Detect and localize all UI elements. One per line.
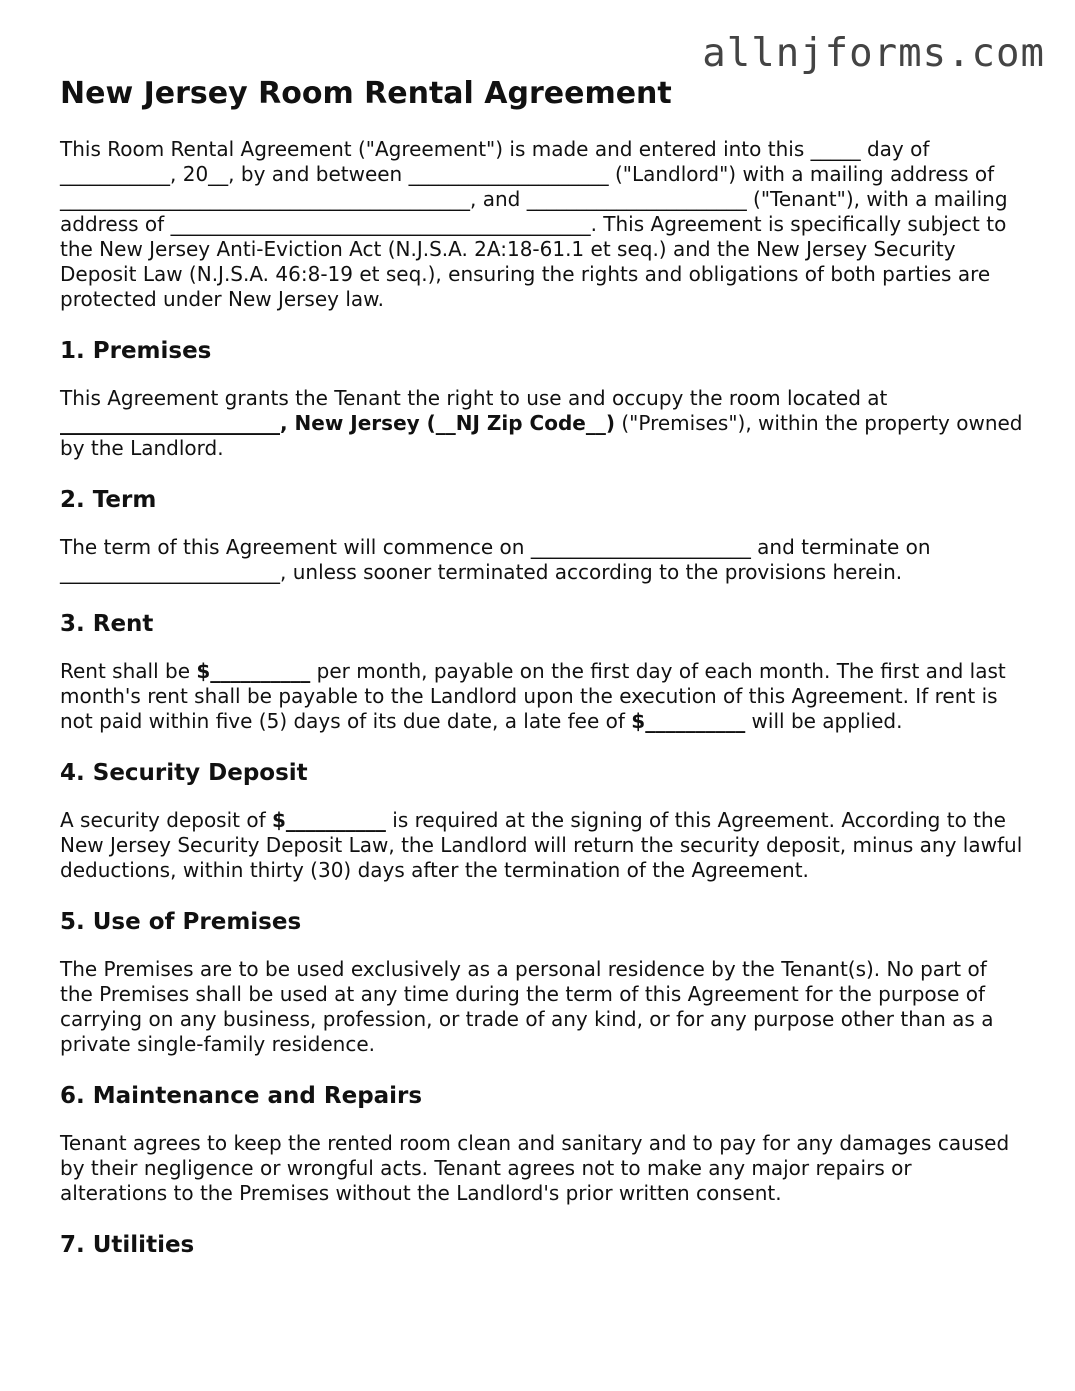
section-heading: 2. Term (60, 487, 157, 513)
address-blank: ______________________, New Jersey (__NJ Zip Code__) (60, 411, 615, 435)
paragraph-text: Rent shall be (60, 659, 197, 683)
deposit-amount-blank: $__________ (272, 808, 386, 832)
section-premises (60, 336, 1025, 461)
section-heading: 4. Security Deposit (60, 760, 308, 786)
section-term (60, 485, 1025, 585)
intro-paragraph: This Room Rental Agreement ("Agreement") is made and entered into this _____ day of ___________, 20__, by and between ____________________ ("Landlord") with a mailing address of _________________________________________, and ______________________ ("Tenant"), with a mailing address of __________________________________________. This Agreement is specifically subject to the New Jersey Anti-Eviction Act (N.J.S.A. 2A:18-61.1 et seq.) and the New Jersey Security Deposit Law (N.J.S.A. 46:8-19 et seq.), ensuring the rights and obligations of both parties are protected under New Jersey law. (60, 137, 1008, 311)
section-paragraph: Tenant agrees to keep the rented room clean and sanitary and to pay for any damages caused by their negligence or wrongful acts. Tenant agrees not to make any major repairs or alterations to the Premises without the Landlord's prior written consent. (60, 1131, 1010, 1205)
document-title: New Jersey Room Rental Agreement (60, 76, 672, 111)
paragraph-text: is required at the signing of this Agreement. According to the New Jersey Security Deposit Law, the Landlord will return the security deposit, minus any lawful deductions, within thirty (30) days after the termination of the Agreement. (60, 808, 1023, 882)
section-paragraph (60, 386, 1025, 461)
section-heading: 7. Utilities (60, 1232, 195, 1258)
section-use-of-premises (60, 907, 1025, 1057)
paragraph-text: per month, payable on the first day of each month. The first and last month's rent shall be payable to the Landlord upon the execution of this Agreement. If rent is not paid within five (5) days of its due date, a late fee of (60, 659, 1006, 733)
section-heading: 1. Premises (60, 338, 212, 364)
section-heading: 5. Use of Premises (60, 909, 302, 935)
section-heading: 3. Rent (60, 611, 154, 637)
section-paragraph: The Premises are to be used exclusively as a personal residence by the Tenant(s). No part of the Premises shall be used at any time during the term of this Agreement for the purpose of carrying on any business, profession, or trade of any kind, or for any purpose other than as a private single-family residence. (60, 957, 994, 1056)
paragraph-text: This Agreement grants the Tenant the right to use and occupy the room located at (60, 386, 888, 410)
section-security-deposit (60, 758, 1025, 883)
paragraph-text: will be applied. (745, 709, 903, 733)
section-rent (60, 609, 1025, 734)
rent-amount-blank: $__________ (196, 659, 311, 683)
paragraph-text: A security deposit of (60, 808, 272, 832)
section-maintenance-repairs (60, 1081, 1025, 1206)
section-paragraph (60, 808, 1025, 883)
document-body (60, 72, 1025, 1260)
paragraph-text: ("Premises"), within the property owned by the Landlord. (60, 411, 1023, 460)
late-fee-blank: $__________ (631, 709, 746, 733)
section-heading: 6. Maintenance and Repairs (60, 1083, 423, 1109)
watermark-site-name: allnjforms.com (702, 31, 1045, 76)
section-utilities (60, 1230, 1025, 1260)
section-paragraph (60, 659, 1025, 734)
section-paragraph: The term of this Agreement will commence on ______________________ and terminate on ______________________, unless sooner terminated according to the provisions herein. (60, 535, 931, 584)
